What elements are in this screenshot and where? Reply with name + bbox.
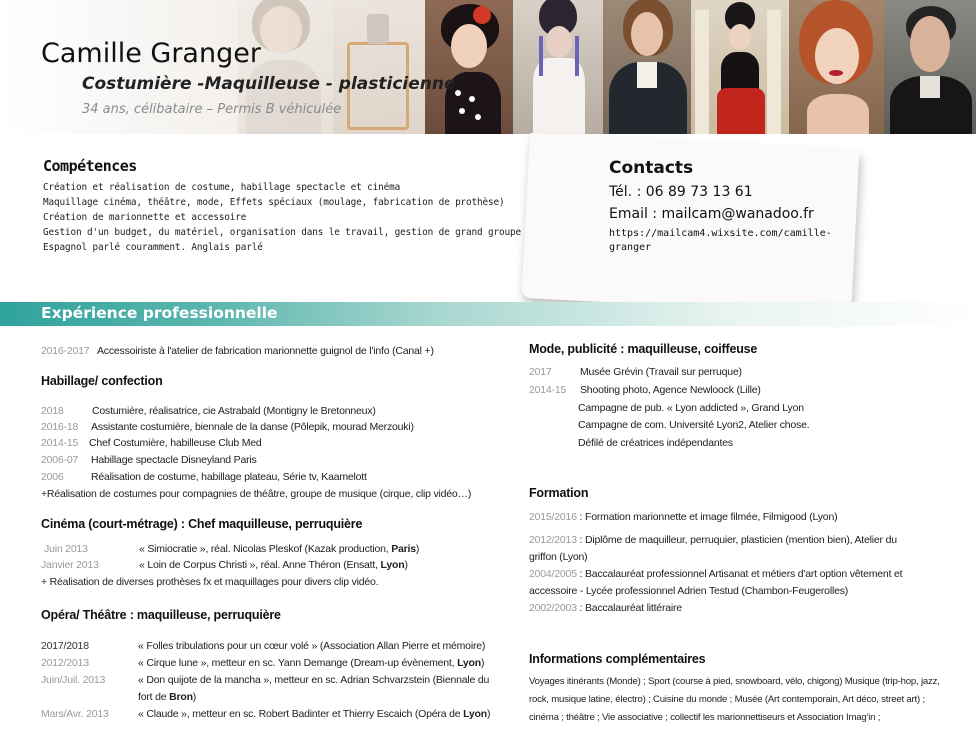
entry-year: 2016-18 bbox=[41, 421, 79, 433]
website-link[interactable]: https://mailcam4.wixsite.com/camille-granger bbox=[609, 228, 832, 253]
habillage-heading: Habillage/ confection bbox=[41, 374, 163, 388]
entry-text: Habillage spectacle Disneyland Paris bbox=[91, 454, 257, 466]
skill-item: Maquillage cinéma, théâtre, mode, Effets spéciaux (moulage, fabrication de prothèse) bbox=[43, 197, 505, 208]
entry-text: Chef Costumière, habilleuse Club Med bbox=[89, 437, 262, 449]
entry-end: ) bbox=[486, 708, 491, 720]
cinema-note: + Réalisation de diverses prothèses fx et maquillages pour divers clip vidéo. bbox=[41, 576, 379, 588]
entry-text: Réalisation de costume, habillage plateau, Série tv, Kaamelott bbox=[91, 471, 367, 483]
makeup-photo bbox=[789, 0, 884, 134]
personal-details: 34 ans, célibataire – Permis B véhiculée bbox=[82, 102, 342, 117]
entry-text: : Diplôme de maquilleur, perruquier, plasticien (mention bien), Atelier du griffon (Lyon) bbox=[529, 534, 897, 563]
experience-intro bbox=[41, 345, 434, 357]
candidate-name: Camille Granger bbox=[41, 38, 261, 69]
list-item bbox=[41, 543, 419, 555]
mode-heading: Mode, publicité : maquilleuse, coiffeuse bbox=[529, 342, 758, 356]
email-address[interactable]: Email : mailcam@wanadoo.fr bbox=[609, 206, 814, 222]
list-item bbox=[529, 384, 761, 396]
list-item bbox=[529, 566, 949, 600]
costume-photo-1 bbox=[513, 0, 603, 134]
list-item bbox=[41, 437, 262, 449]
infos-heading: Informations complémentaires bbox=[529, 652, 706, 666]
skills-list bbox=[43, 180, 523, 255]
sculpture-photo bbox=[333, 0, 425, 134]
phone-number[interactable]: Tél. : 06 89 73 13 61 bbox=[609, 184, 753, 200]
list-item bbox=[529, 532, 919, 566]
entry-text: : Baccalauréat professionnel Artisanat et métiers d'art option vêtement et accessoire - Lycée professionnel Adrien Testud (Chambon-Feugerolles) bbox=[529, 568, 903, 597]
entry-text: Costumière, réalisatrice, cie Astrabald (Montigny le Bretonneux) bbox=[92, 405, 376, 417]
entry-year: 2006-07 bbox=[41, 454, 79, 466]
entry-year: 2017/2018 bbox=[41, 640, 89, 652]
entry-end: ) bbox=[404, 559, 408, 571]
formation-heading: Formation bbox=[529, 486, 589, 500]
entry-text: « Loin de Corpus Christi », réal. Anne Théron (Ensatt, bbox=[139, 559, 381, 571]
entry-text: Musée Grévin (Travail sur perruque) bbox=[580, 366, 742, 378]
costume-photo-2 bbox=[603, 0, 691, 134]
list-item bbox=[41, 708, 490, 720]
list-item bbox=[41, 405, 376, 417]
entry-text: : Formation marionnette et image filmée, Filmigood (Lyon) bbox=[576, 511, 838, 523]
list-item bbox=[529, 366, 742, 378]
skill-item: Création de marionnette et accessoire bbox=[43, 212, 247, 223]
list-item: Défilé de créatrices indépendantes bbox=[578, 437, 733, 449]
list-item: Campagne de pub. « Lyon addicted », Grand Lyon bbox=[578, 402, 804, 414]
entry-text: Shooting photo, Agence Newloock (Lille) bbox=[580, 384, 761, 396]
prosthetic-photo bbox=[884, 0, 976, 134]
entry-year: 2006 bbox=[41, 471, 64, 483]
entry-year: 2004/2005 bbox=[529, 568, 577, 580]
pinup-photo bbox=[425, 0, 513, 134]
entry-text: « Simiocratie », réal. Nicolas Pleskof (Kazak production, bbox=[139, 543, 392, 555]
entry-text: Assistante costumière, biennale de la danse (Pôlepik, mourad Merzouki) bbox=[91, 421, 414, 433]
list-item bbox=[529, 511, 837, 523]
entry-year: 2012/2013 bbox=[529, 534, 577, 546]
entry-year: Juin 2013 bbox=[44, 543, 88, 555]
experience-heading: Expérience professionnelle bbox=[41, 304, 278, 322]
contacts-heading: Contacts bbox=[609, 158, 694, 178]
entry-city: Lyon bbox=[457, 657, 481, 669]
entry-text: « Cirque lune », metteur en sc. Yann Demange (Dream-up évènement, bbox=[138, 657, 458, 669]
entry-year: 2014-15 bbox=[529, 384, 567, 396]
entry-year: 2002/2003 bbox=[529, 602, 577, 614]
entry-end: ) bbox=[481, 657, 485, 669]
habillage-note: +Réalisation de costumes pour compagnies de théâtre, groupe de musique (cirque, clip vidéo…) bbox=[41, 488, 472, 500]
entry-year: 2017 bbox=[529, 366, 552, 378]
entry-year: Mars/Avr. 2013 bbox=[41, 708, 109, 720]
cinema-heading: Cinéma (court-métrage) : Chef maquilleuse, perruquière bbox=[41, 517, 363, 531]
entry-text: « Claude », metteur en sc. Robert Badinter et Thierry Escaich (Opéra de bbox=[138, 708, 464, 720]
list-item: Campagne de com. Université Lyon2, Atelier chose. bbox=[578, 419, 810, 431]
opera-heading: Opéra/ Théâtre : maquilleuse, perruquière bbox=[41, 608, 281, 622]
entry-city: Bron bbox=[169, 691, 193, 703]
skill-item: Création et réalisation de costume, habillage spectacle et cinéma bbox=[43, 182, 401, 193]
list-item bbox=[41, 559, 408, 571]
list-item bbox=[41, 640, 485, 652]
entry-year: 2016-2017 bbox=[41, 345, 90, 357]
list-item bbox=[41, 471, 367, 483]
entry-text: Accessoiriste à l'atelier de fabrication marionnette guignol de l'info (Canal +) bbox=[97, 345, 434, 357]
entry-year: 2012/2013 bbox=[41, 657, 89, 669]
entry-end: ) bbox=[415, 543, 420, 555]
costume-photo-3 bbox=[691, 0, 789, 134]
skills-heading: Compétences bbox=[43, 157, 137, 175]
entry-city: Lyon bbox=[463, 708, 487, 720]
entry-year: 2018 bbox=[41, 405, 64, 417]
entry-year: 2014-15 bbox=[41, 437, 79, 449]
skill-item: Espagnol parlé couramment. Anglais parlé bbox=[43, 242, 263, 253]
infos-text: Voyages itinérants (Monde) ; Sport (course à pied, snowboard, vélo, chigong) Musique (trip-hop, jazz, rock, musique latine, électro) ; Cuisine du monde ; Musée (Art contemporain, Art déco, street art) ; cinéma ; théâtre ; Vie associative ; collectif les marionnettiseurs et Association Imag'in ; bbox=[529, 676, 940, 723]
entry-text: « Folles tribulations pour un cœur volé » (Association Allan Pierre et mémoire) bbox=[138, 640, 486, 652]
entry-year: Juin/Juil. 2013 bbox=[41, 674, 106, 686]
skill-item: Gestion d'un budget, du matériel, organisation dans le travail, gestion de grand groupe bbox=[43, 227, 521, 238]
entry-year: Janvier 2013 bbox=[41, 559, 99, 571]
entry-text: « Don quijote de la mancha », metteur en sc. Adrian Schvarzstein (Biennale du fort de bbox=[138, 674, 490, 703]
job-title: Costumière -Maquilleuse - plasticienne bbox=[82, 74, 456, 94]
entry-end: ) bbox=[192, 691, 197, 703]
list-item bbox=[529, 602, 682, 614]
list-item bbox=[41, 657, 484, 669]
list-item bbox=[41, 421, 414, 433]
entry-year: 2015/2016 bbox=[529, 511, 577, 523]
list-item bbox=[41, 454, 257, 466]
entry-text: : Baccalauréat littéraire bbox=[576, 602, 682, 614]
entry-city: Paris bbox=[391, 543, 416, 555]
entry-city: Lyon bbox=[380, 559, 405, 571]
list-item bbox=[41, 672, 501, 706]
